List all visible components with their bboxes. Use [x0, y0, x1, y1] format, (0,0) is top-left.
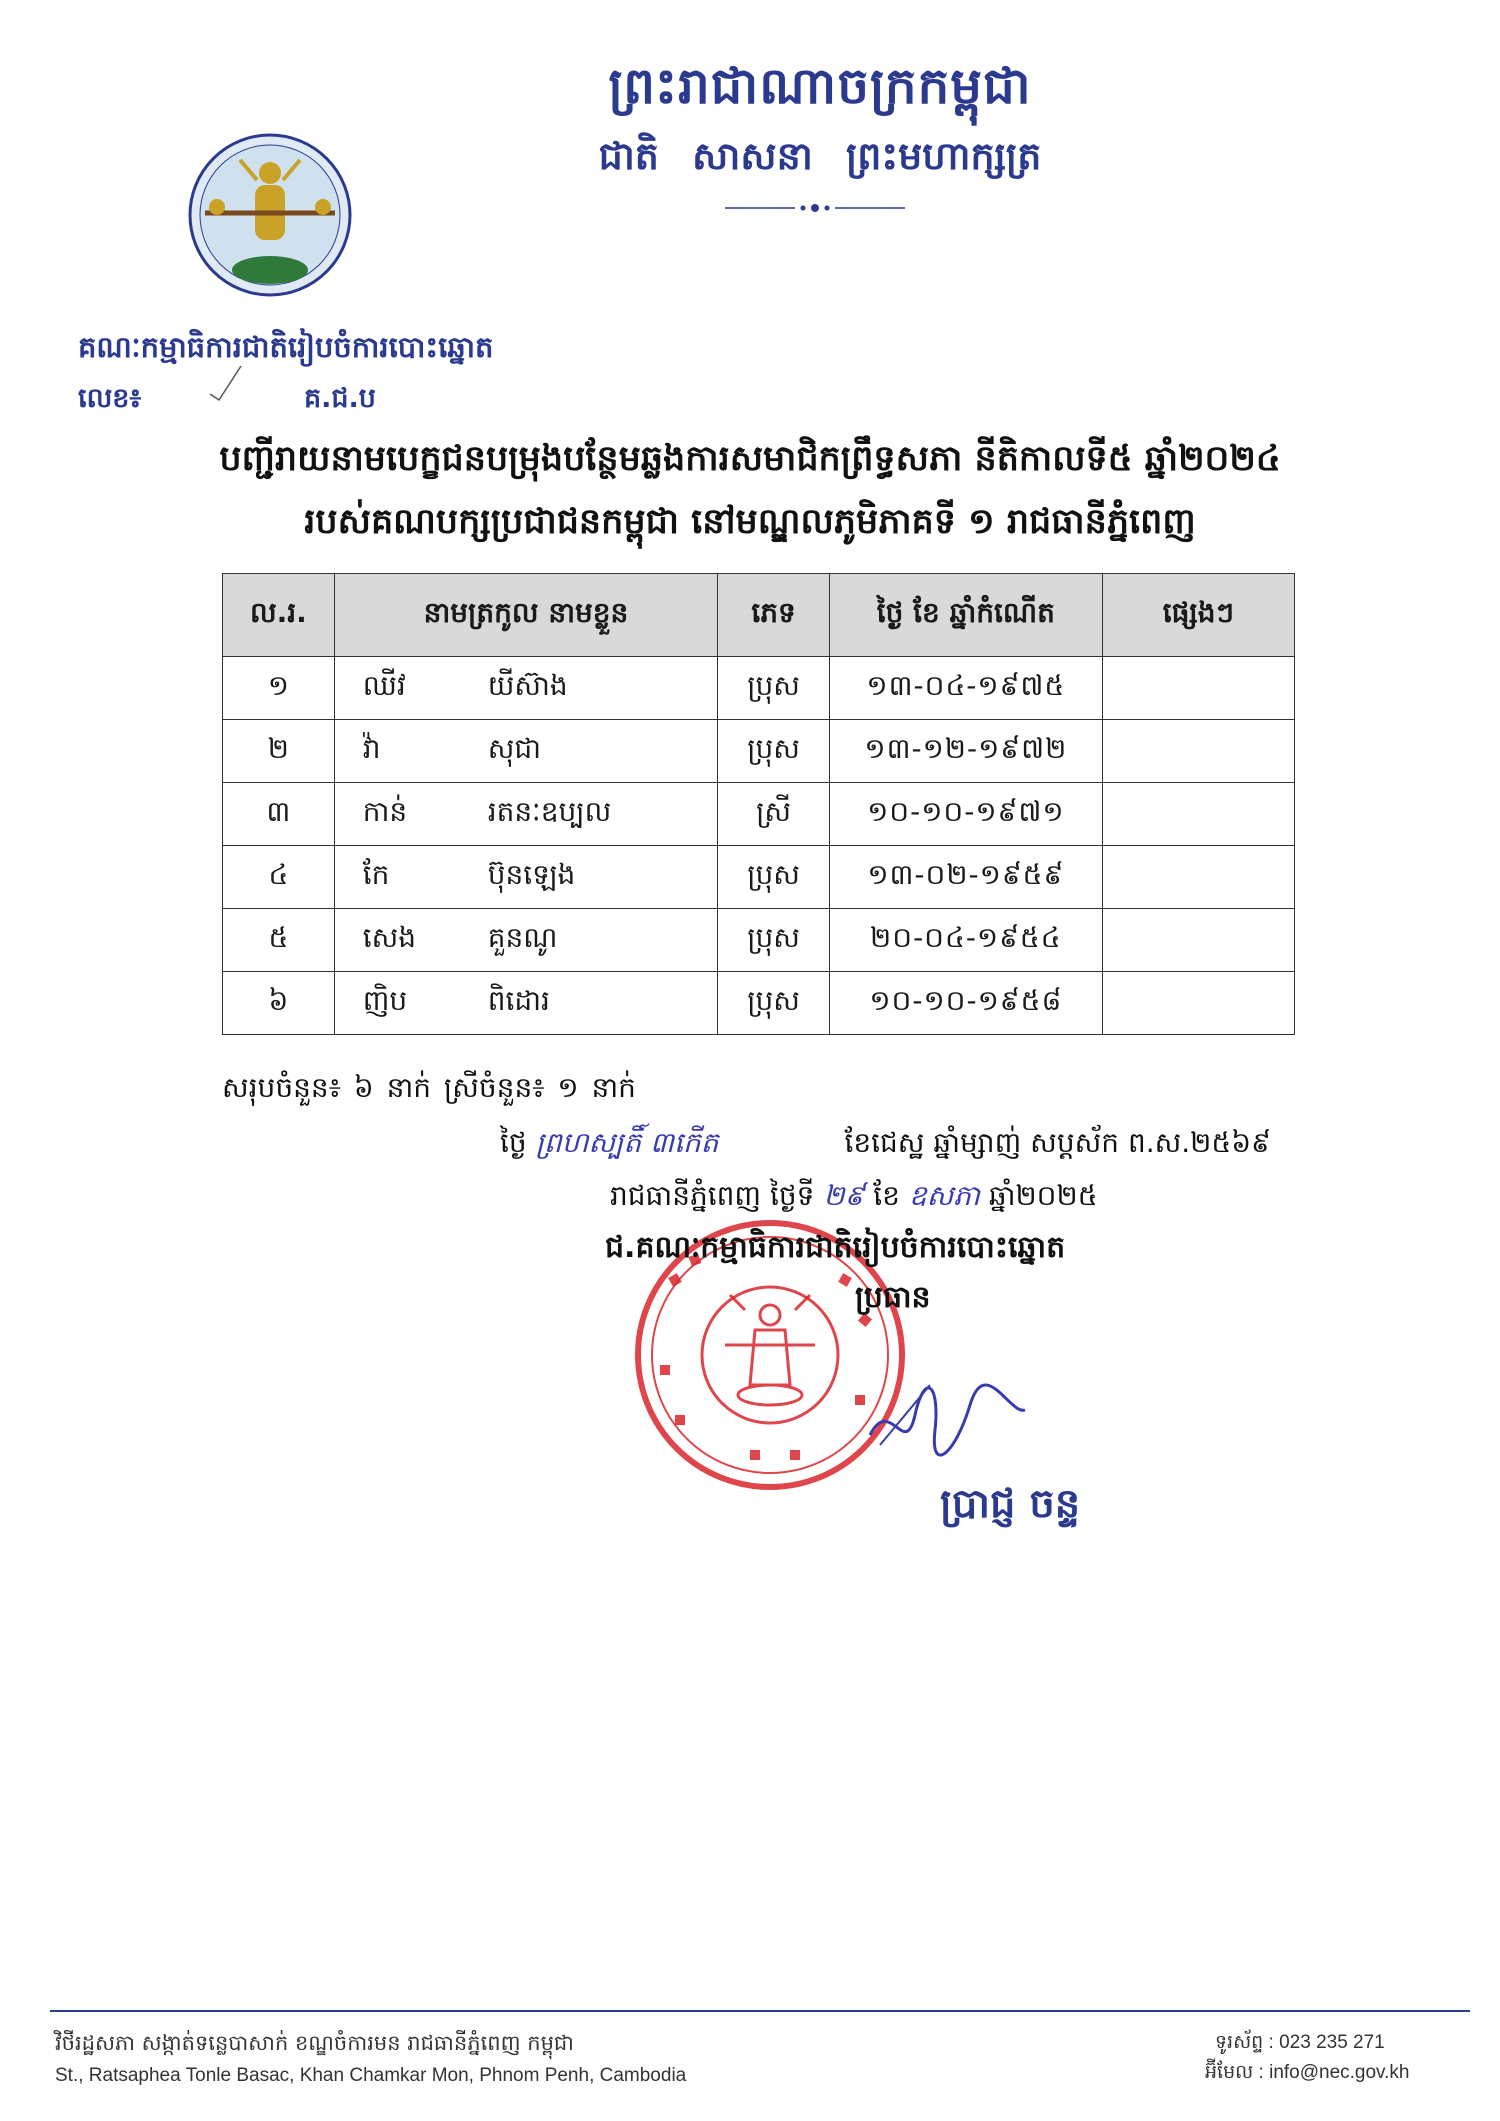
table-header-row — [223, 574, 1295, 657]
footer-email-address[interactable]: info@nec.gov.kh — [1269, 2062, 1410, 2083]
row-no: ២ — [223, 720, 335, 783]
document-subtitle: របស់គណបក្សប្រជាជនកម្ពុជា នៅមណ្ឌលភូមិភាគទី ១ រាជធានីភ្នំពេញ — [304, 502, 1196, 542]
solar-date-month: ឧសភា — [908, 1179, 980, 1212]
row-given-name: គួនណូ — [487, 920, 558, 954]
reference-row — [78, 382, 376, 421]
row-surname: វ៉ា — [362, 731, 381, 765]
row-given-name: យីស៊ាង — [487, 668, 568, 702]
row-name — [334, 972, 718, 1035]
row-other — [1102, 972, 1294, 1035]
ornament-divider — [725, 198, 905, 218]
row-name — [334, 720, 718, 783]
table-row — [223, 720, 1295, 783]
row-no: ៦ — [223, 972, 335, 1035]
solar-date-prefix: រាជធានីភ្នំពេញ ថ្ងៃទី — [610, 1179, 815, 1212]
table-row — [223, 657, 1295, 720]
footer-email — [1205, 2060, 1410, 2088]
header-name: នាមត្រកូល នាមខ្លួន — [334, 574, 718, 657]
footer-phone — [1215, 2030, 1385, 2058]
footer-divider — [50, 2010, 1470, 2012]
row-name — [334, 657, 718, 720]
row-given-name: សុជា — [487, 731, 542, 765]
row-dob: ១០-១០-១៩៥៨ — [829, 972, 1102, 1035]
row-no: ៥ — [223, 909, 335, 972]
row-name — [334, 846, 718, 909]
header-other: ផ្សេងៗ — [1102, 574, 1294, 657]
footer-address-khmer: វិថីរដ្ឋសភា សង្កាត់ទន្លេបាសាក់ ខណ្ឌចំការមន រាជធានីភ្នំពេញ កម្ពុជា — [55, 2031, 574, 2055]
row-name — [334, 783, 718, 846]
table-row — [223, 846, 1295, 909]
row-given-name: ប៊ុនឡេង — [487, 857, 576, 891]
row-surname: សេង — [362, 920, 417, 954]
row-dob: ១០-១០-១៩៧១ — [829, 783, 1102, 846]
footer-email-label: អ៊ីមែល : — [1205, 2062, 1264, 2083]
solar-date-day: ២៩ — [823, 1179, 865, 1212]
footer-address-english: St., Ratsaphea Tonle Basac, Khan Chamkar Mon, Phnom Penh, Cambodia — [55, 2065, 687, 2086]
lunar-date — [500, 1125, 1271, 1166]
row-name — [334, 909, 718, 972]
lunar-date-handwritten: ព្រហស្បតិ៍ ៣កើត — [535, 1126, 719, 1159]
row-given-name: រតនៈឧប្បល — [487, 794, 612, 828]
row-no: ១ — [223, 657, 335, 720]
row-other — [1102, 657, 1294, 720]
row-dob: ១៣-០២-១៩៥៩ — [829, 846, 1102, 909]
row-sex: ស្រី — [718, 783, 830, 846]
footer-phone-number: 023 235 271 — [1279, 2032, 1385, 2053]
row-other — [1102, 909, 1294, 972]
signatory-name: ប្រាជ្ញ ចន្ទ — [940, 1481, 1081, 1527]
document-title: បញ្ជីរាយនាមបេក្ខជនបម្រុងបន្ថែមឆ្លងការសមាជិកព្រឹទ្ធសភា នីតិកាលទី៥ ឆ្នាំ២០២៤ — [219, 439, 1281, 479]
row-other — [1102, 720, 1294, 783]
header-sex: ភេទ — [718, 574, 830, 657]
nec-logo-icon — [185, 125, 355, 315]
header-no: ល.រ. — [223, 574, 335, 657]
row-sex: ប្រុស — [718, 972, 830, 1035]
table-row — [223, 909, 1295, 972]
row-surname: ញិប — [362, 983, 408, 1017]
summary-count: សរុបចំនួន៖ ៦ នាក់ ស្រីចំនួន៖ ១ នាក់ — [222, 1071, 636, 1104]
row-sex: ប្រុស — [718, 846, 830, 909]
committee-name: គណៈកម្មាធិការជាតិរៀបចំការបោះឆ្នោត — [78, 330, 494, 364]
kingdom-title: ព្រះរាជាណាចក្រកម្ពុជា — [608, 57, 1032, 115]
lunar-date-suffix: ខែជេស្ឋ ឆ្នាំម្សាញ់ សប្តស័ក ព.ស.២៥៦៩ — [844, 1126, 1271, 1159]
footer-phone-label: ទូរស័ព្ទ : — [1215, 2032, 1274, 2053]
candidate-table — [222, 573, 1295, 1035]
row-no: ៤ — [223, 846, 335, 909]
row-sex: ប្រុស — [718, 909, 830, 972]
handwritten-signature-icon — [860, 1375, 1030, 1465]
reference-code: គ.ជ.ប — [304, 383, 376, 414]
row-surname: កែ — [362, 857, 390, 891]
row-other — [1102, 846, 1294, 909]
kingdom-motto: ជាតិ សាសនា ព្រះមហាក្សត្រ — [598, 134, 1042, 178]
signatory-organization: ជ.គណៈកម្មាធិការជាតិរៀបចំការបោះឆ្នោត — [605, 1230, 1066, 1265]
lunar-date-prefix: ថ្ងៃ — [500, 1126, 527, 1159]
row-sex: ប្រុស — [718, 657, 830, 720]
row-surname: កាន់ — [362, 794, 408, 828]
row-dob: ១៣-១២-១៩៧២ — [829, 720, 1102, 783]
solar-date — [610, 1178, 1098, 1219]
checkmark-icon — [205, 362, 245, 402]
row-dob: ២០-០៤-១៩៥៤ — [829, 909, 1102, 972]
row-sex: ប្រុស — [718, 720, 830, 783]
row-other — [1102, 783, 1294, 846]
reference-label: លេខ៖ — [78, 383, 142, 414]
row-dob: ១៣-០៤-១៩៧៥ — [829, 657, 1102, 720]
table-row — [223, 972, 1295, 1035]
row-surname: ឈីវ — [362, 668, 406, 702]
row-given-name: ពិដោរ — [487, 983, 550, 1017]
signatory-title: ប្រធាន — [855, 1280, 931, 1315]
solar-date-year: ឆ្នាំ២០២៥ — [988, 1179, 1098, 1212]
header-dob: ថ្ងៃ ខែ ឆ្នាំកំណើត — [829, 574, 1102, 657]
solar-date-month-label: ខែ — [873, 1179, 900, 1212]
row-no: ៣ — [223, 783, 335, 846]
table-row — [223, 783, 1295, 846]
